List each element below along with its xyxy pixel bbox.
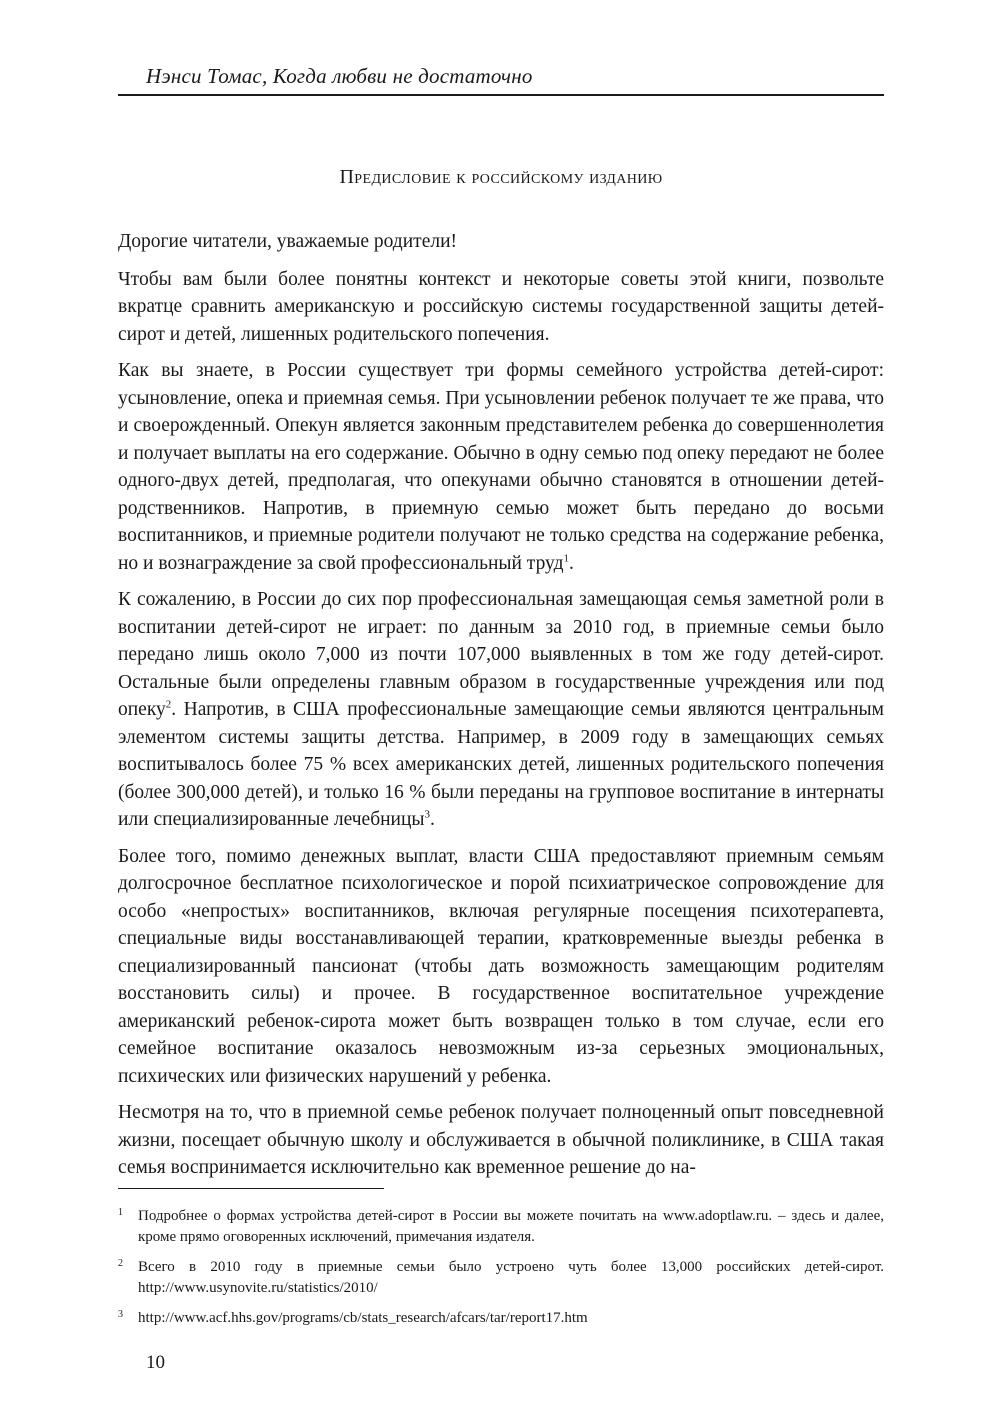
footnote-text: http://www.acf.hhs.gov/programs/cb/stats_research/afcars/tar/report17.htm (138, 1310, 588, 1326)
greeting-paragraph: Дорогие читатели, уважаемые родители! (118, 231, 458, 252)
paragraph-3 (118, 586, 884, 834)
footnote-item (118, 1257, 884, 1299)
paragraph-2-end: . (569, 552, 574, 574)
paragraph-1: Чтобы вам были более понятны контекст и некоторые советы этой книги, позвольте вкратце сравнить американскую и российскую системы государственной защиты детей-сирот и детей, лишенных родительского попечения. (118, 268, 884, 345)
footnote-text: Подробнее о формах устройства детей-сирот в России вы можете почитать на www.adoptlaw.ru. – здесь и далее, кроме прямо оговоренных исключений, примечания издателя. (138, 1208, 884, 1245)
footnote-number: 1 (118, 1207, 123, 1218)
paragraph-3-end: . (430, 809, 435, 830)
footnotes (118, 1206, 884, 1338)
chapter-title: Предисловие к российскому изданию (339, 166, 663, 188)
paragraph-2-text: Как вы знаете, в России существует три формы семейного устройства детей-сирот: усыновление, опека и приемная семья. При усыновлении ребенок получает те же права, что и своерожденный. Опекун является законным представителем ребенка до совершеннолетия и получает выплаты на его содержание. Обычно в одну семью под опеку передают не более одного-двух детей, предполагая, что опекунами обычно становятся в отношении детей-родственников. Напротив, в приемную семью может быть передано до восьми воспитанников, и приемные родители получают не только средства на содержание ребенка, но и вознаграждение за свой профессиональный труд (118, 360, 884, 574)
main-text (118, 228, 884, 1191)
footnote-text: Всего в 2010 году в приемные семьи было устроено чуть более 13,000 российских детей-сирот. http://www.usynovite.ru/statistics/2010/ (138, 1259, 884, 1296)
paragraph-2 (118, 357, 884, 577)
paragraph-3-text-b: . Напротив, в США профессиональные замещающие семьи являются центральным элементом системы защиты детства. Например, в 2009 году в замещающих семьях воспитывалось более 75 % всех американских детей, лишенных родительского попечения (более 300,000 детей), и только 16 % были переданы на групповое воспитание в интернаты или специализированные лечебницы (118, 699, 884, 830)
footnote-ref-2: 2 (165, 698, 172, 711)
page-number: 10 (146, 1352, 165, 1373)
footnote-item (118, 1308, 884, 1329)
running-header: Нэнси Томас, Когда любви не достаточно (118, 64, 884, 96)
paragraph-4: Более того, помимо денежных выплат, власти США предоставляют приемным семьям долгосрочное бесплатное психологическое и порой психиатрическое сопровождение для особо «непростых» воспитанников, включая регулярные посещения психотерапевта, специальные виды восстанавливающей терапии, кратковременные выезды ребенка в специализированный пансионат (чтобы дать возможность замещающим родителям восстановить силы) и прочее. В государственное воспитательное учреждение американский ребенок-сирота может быть возвращен только в том случае, если его семейное воспитание оказалось невозможным из-за серьезных эмоциональных, психических или физических нарушений у ребенка. (118, 845, 884, 1087)
paragraph-3-text-a: К сожалению, в России до сих пор профессиональная замещающая семья заметной роли в воспитании детей-сирот не играет: по данным за 2010 год, в приемные семьи было передано лишь около 7,000 из почти 107,000 выявленных в том же году детей-сирот. Остальные были определены главным образом в государственные учреждения или под опеку (118, 589, 884, 720)
footnote-ref-1: 1 (563, 552, 570, 564)
footnote-ref-3: 3 (424, 808, 431, 821)
footnote-divider (118, 1188, 384, 1189)
footnote-number: 3 (118, 1309, 123, 1320)
paragraph-5: Несмотря на то, что в приемной семье ребенок получает полноценный опыт повседневной жизни, посещает обычную школу и обслуживается в обычной поликлинике, в США такая семья воспринимается исключительно как временное решение до на- (118, 1102, 884, 1178)
footnote-number: 2 (118, 1258, 123, 1269)
footnote-item (118, 1206, 884, 1248)
